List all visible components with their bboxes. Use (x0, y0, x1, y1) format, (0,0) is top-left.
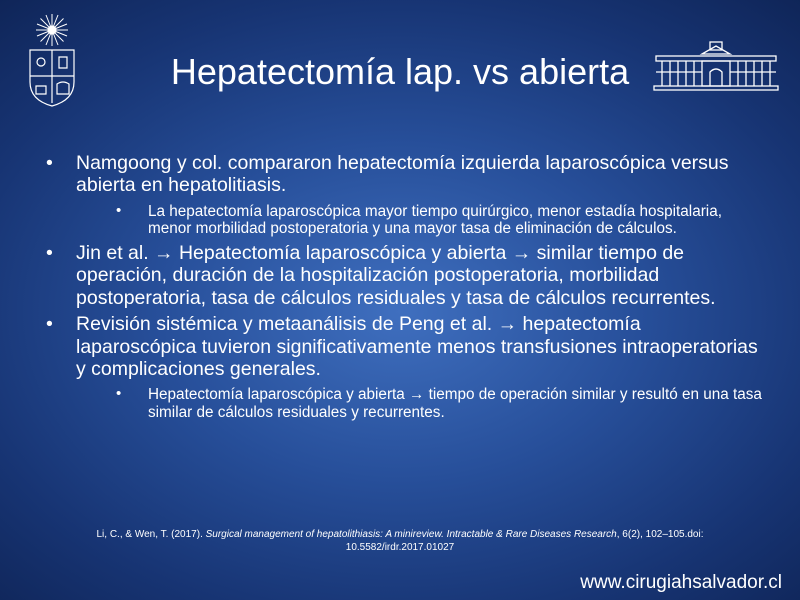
slide-title: Hepatectomía lap. vs abierta (170, 51, 630, 92)
sub-bullet-text: Hepatectomía laparoscópica y abierta → tiempo de operación similar y resultó en una tasa similar de cálculos residuales y recurrentes. (148, 386, 762, 422)
bullet-dot-icon: • (46, 242, 53, 264)
hospital-building-logo (652, 40, 780, 92)
bullet-item (46, 242, 766, 309)
bullet-item (46, 152, 766, 238)
bullet-text: Jin et al. → Hepatectomía laparoscópica y abierta → similar tiempo de operación, duración de la hospitalización postoperatoria, morbilidad postoperatoria, tasa de cálculos residuales y tasa de cálculos recurrentes. (76, 242, 716, 309)
bullet-text: Namgoong y col. compararon hepatectomía izquierda laparoscópica versus abierta en hepatolitiasis. (76, 152, 729, 197)
bullet-dot-icon: • (116, 201, 122, 219)
bullet-list (46, 152, 766, 426)
bullet-dot-icon: • (46, 313, 53, 336)
bullet-dot-icon: • (46, 152, 53, 174)
citation-details: , 6(2), 102–105.doi: 10.5582/irdr.2017.01027 (345, 529, 704, 553)
sub-bullet-item (116, 203, 766, 238)
bullet-item (46, 313, 766, 421)
citation (60, 528, 740, 554)
citation-authors: Li, C., & Wen, T. (2017). (96, 529, 206, 540)
bullet-text: Revisión sistémica y metaanálisis de Peng et al. → hepatectomía laparoscópica tuvieron significativamente menos transfusiones intraoperatorias y complicaciones generales. (76, 313, 758, 381)
sub-bullet-text: La hepatectomía laparoscópica mayor tiempo quirúrgico, menor estadía hospitalaria, menor morbilidad postoperatoria y una mayor tasa de eliminación de cálculos. (148, 202, 722, 238)
footer-website: www.cirugiahsalvador.cl (580, 572, 782, 593)
bullet-dot-icon: • (116, 385, 122, 403)
sub-bullet-item (116, 386, 766, 421)
citation-title: Surgical management of hepatolithiasis: A minireview. Intractable & Rare Diseases Research (205, 529, 617, 540)
